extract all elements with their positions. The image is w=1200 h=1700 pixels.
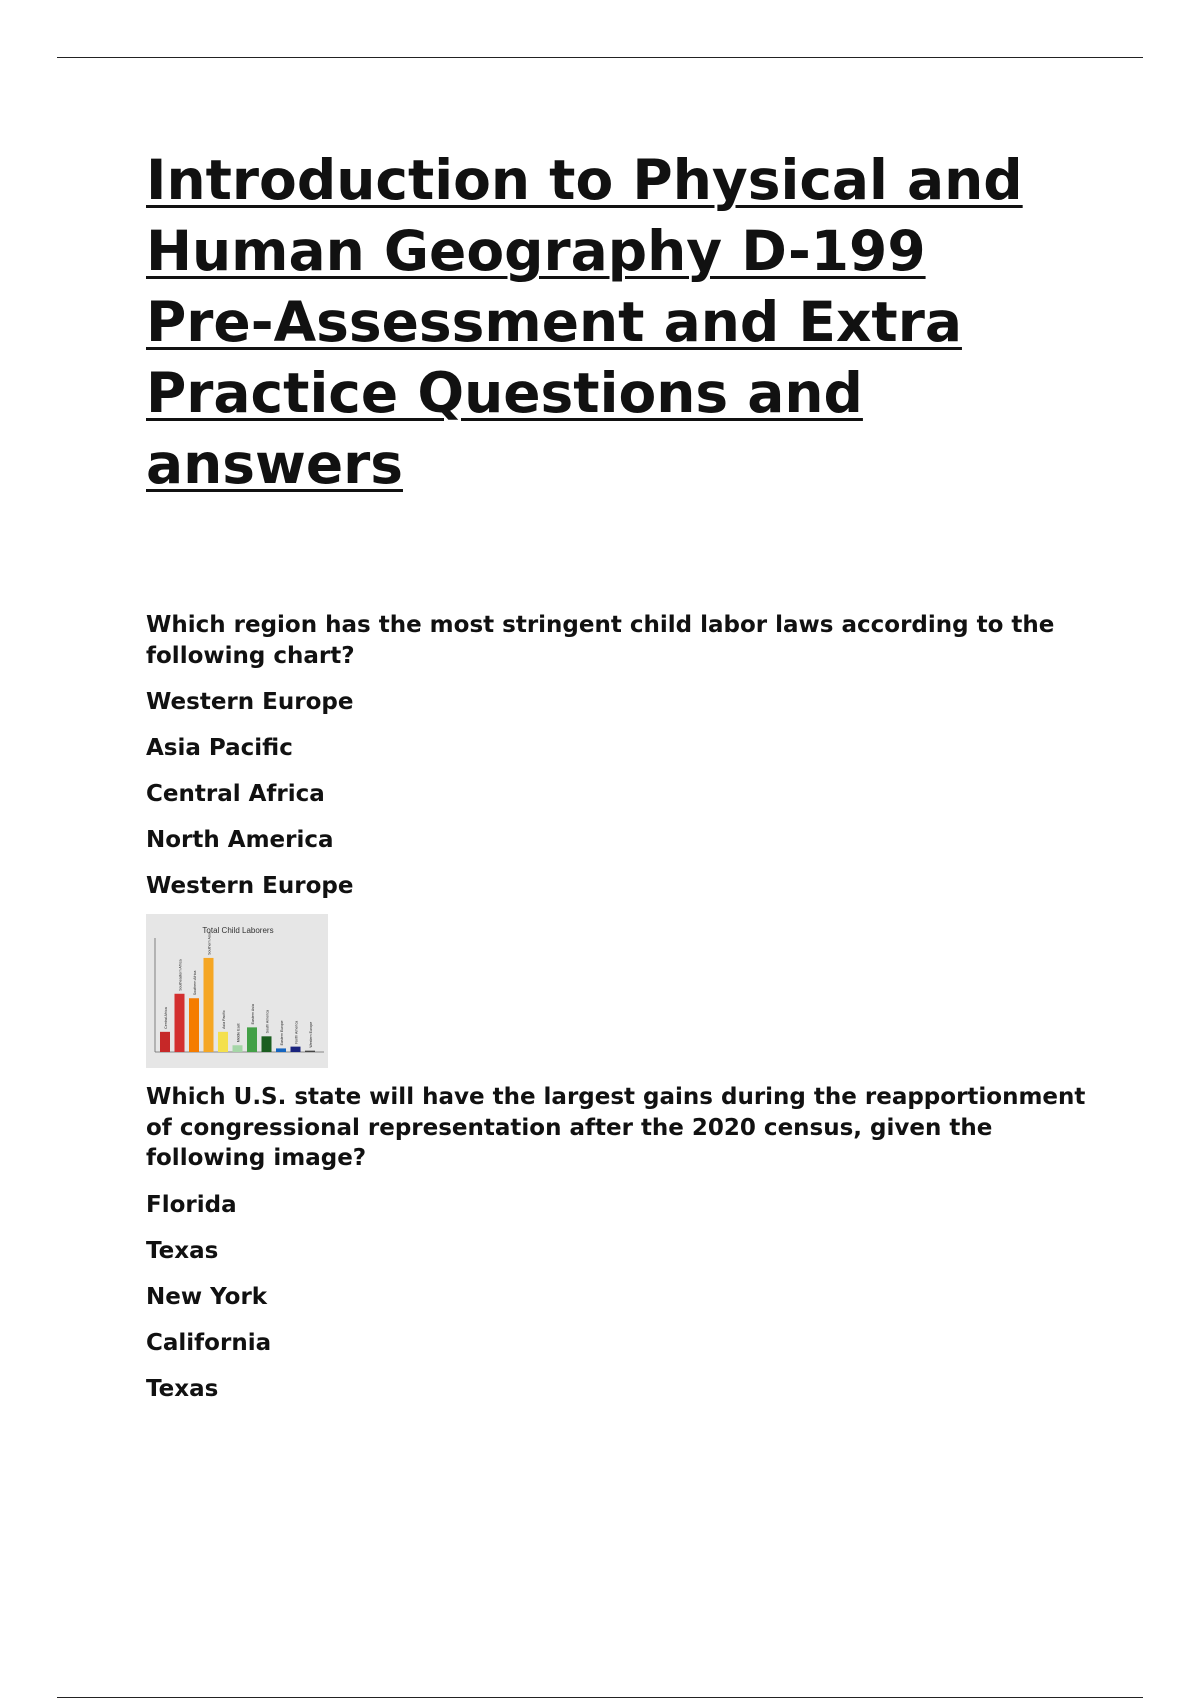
chart-category-label: Eastern Europe — [280, 1020, 284, 1046]
question-2-option: California — [146, 1329, 272, 1356]
title-line: answers — [146, 432, 403, 496]
chart-bar — [247, 1027, 257, 1052]
question-1-option: Central Africa — [146, 781, 325, 807]
title-line: Introduction to Physical and — [146, 148, 1023, 212]
question-2-answer: Texas — [146, 1375, 219, 1402]
chart-title: Total Child Laborers — [202, 926, 274, 935]
child-laborers-chart — [146, 914, 328, 1068]
question-2-option: Texas — [146, 1237, 219, 1264]
chart-category-label: South America — [265, 1009, 270, 1034]
chart-bar — [276, 1048, 286, 1052]
chart-bar — [218, 1032, 228, 1052]
chart-bar — [233, 1045, 243, 1052]
chart-category-label: North America — [294, 1020, 299, 1044]
chart-category-label: Central Africa — [164, 1007, 168, 1029]
chart-category-label: Asia Pacific — [222, 1010, 226, 1029]
chart-bar — [291, 1047, 301, 1052]
document-title — [146, 145, 1096, 500]
question-1-option: North America — [146, 827, 334, 853]
title-line: Practice Questions and — [146, 361, 863, 425]
chart-category-label: Middle East — [236, 1023, 241, 1043]
title-line: Human Geography D-199 — [146, 219, 926, 283]
chart-category-label: Southern Africa — [193, 970, 197, 996]
chart-category-label: Southern Asia — [207, 932, 212, 955]
question-1-answer: Western Europe — [146, 873, 354, 899]
chart-background — [146, 914, 328, 1068]
question-1-text: Which region has the most stringent child labor laws according to the following chart? — [146, 612, 1055, 669]
question-1-option: Asia Pacific — [146, 735, 293, 761]
document-body — [146, 145, 1096, 1404]
chart-category-label: Eastern Asia — [251, 1004, 255, 1025]
chart-bar — [305, 1051, 315, 1052]
chart-category-label: Western Europe — [309, 1021, 313, 1048]
footer-rule — [57, 1697, 1143, 1698]
chart-bar — [262, 1036, 272, 1052]
chart-bar — [189, 998, 199, 1052]
chart-bar — [175, 994, 185, 1052]
question-1-option: Western Europe — [146, 689, 354, 715]
question-2-text: Which U.S. state will have the largest gains during the reapportionment of congressional representation after the 2020 census, given the following image? — [146, 1084, 1086, 1171]
chart-category-label: Southeastern Africa — [178, 959, 183, 991]
title-line: Pre-Assessment and Extra — [146, 290, 962, 354]
chart-bar — [204, 958, 214, 1052]
chart-bar — [160, 1032, 170, 1052]
question-2-option: Florida — [146, 1191, 237, 1218]
header-rule — [57, 57, 1143, 58]
question-2-option: New York — [146, 1283, 268, 1310]
